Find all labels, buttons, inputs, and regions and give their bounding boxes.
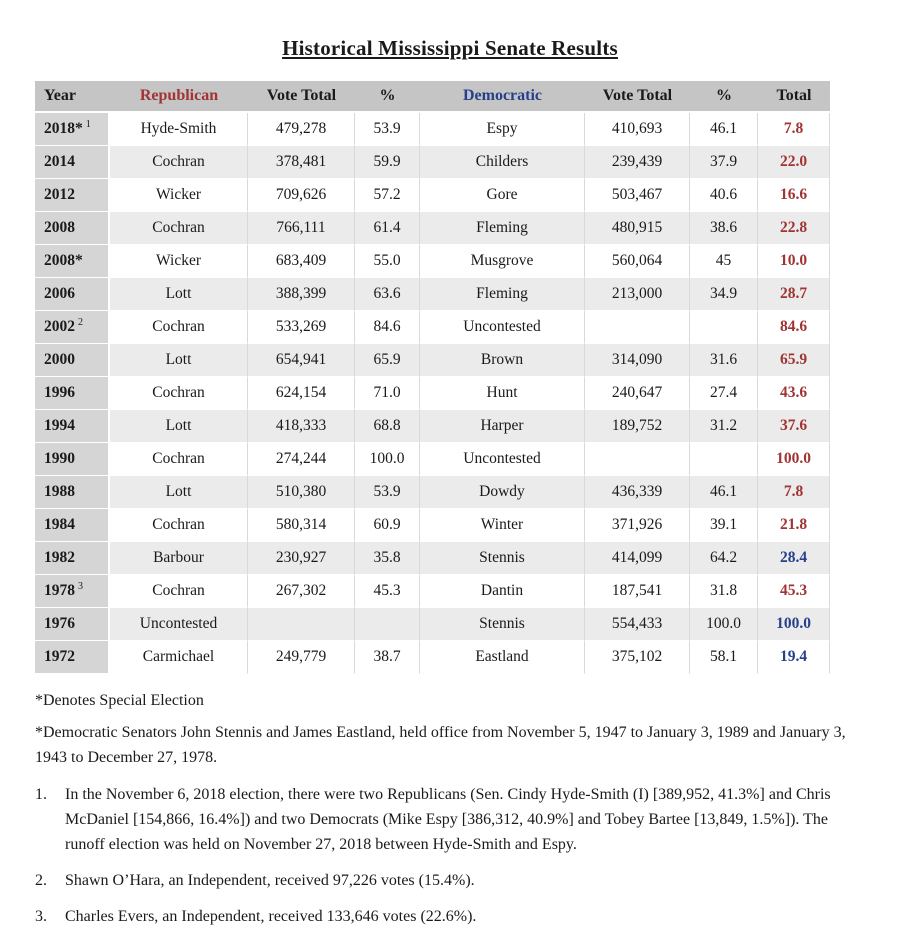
democratic-pct-cell: 45 xyxy=(690,245,758,278)
margin-total-cell: 28.7 xyxy=(758,278,830,311)
democratic-name-cell: Dantin xyxy=(420,575,585,608)
republican-pct-cell: 53.9 xyxy=(355,113,420,146)
year-cell xyxy=(35,245,110,278)
democratic-votes-cell xyxy=(585,443,690,476)
column-header-total: Total xyxy=(758,81,830,113)
democratic-pct-cell: 31.2 xyxy=(690,410,758,443)
democratic-pct-cell: 31.8 xyxy=(690,575,758,608)
margin-total-cell: 37.6 xyxy=(758,410,830,443)
footnote-number: 3. xyxy=(35,908,47,925)
republican-pct-cell xyxy=(355,608,420,641)
margin-total-cell: 7.8 xyxy=(758,113,830,146)
republican-votes-cell: 510,380 xyxy=(248,476,355,509)
republican-votes-cell: 683,409 xyxy=(248,245,355,278)
republican-name-cell: Cochran xyxy=(110,377,248,410)
democratic-pct-cell xyxy=(690,443,758,476)
democratic-votes-cell: 560,064 xyxy=(585,245,690,278)
margin-total-cell: 84.6 xyxy=(758,311,830,344)
democratic-pct-cell: 34.9 xyxy=(690,278,758,311)
footnote-list xyxy=(35,782,865,929)
democratic-name-cell: Childers xyxy=(420,146,585,179)
year-cell xyxy=(35,377,110,410)
republican-name-cell: Lott xyxy=(110,476,248,509)
table-row xyxy=(35,179,830,212)
year-label: 2014 xyxy=(44,153,75,170)
table-row xyxy=(35,377,830,410)
republican-votes-cell: 230,927 xyxy=(248,542,355,575)
republican-pct-cell: 38.7 xyxy=(355,641,420,674)
year-label: 1978 xyxy=(44,582,75,600)
democratic-name-cell: Uncontested xyxy=(420,443,585,476)
republican-pct-cell: 55.0 xyxy=(355,245,420,278)
year-cell xyxy=(35,641,110,674)
table-row xyxy=(35,608,830,641)
republican-pct-cell: 53.9 xyxy=(355,476,420,509)
republican-name-cell: Wicker xyxy=(110,179,248,212)
democratic-name-cell: Brown xyxy=(420,344,585,377)
democratic-votes-cell: 410,693 xyxy=(585,113,690,146)
republican-votes-cell: 274,244 xyxy=(248,443,355,476)
republican-votes-cell: 388,399 xyxy=(248,278,355,311)
margin-total-cell: 21.8 xyxy=(758,509,830,542)
republican-votes-cell: 766,111 xyxy=(248,212,355,245)
column-header-republican: Republican xyxy=(110,81,248,113)
year-cell xyxy=(35,476,110,509)
republican-name-cell: Uncontested xyxy=(110,608,248,641)
republican-votes-cell: 378,481 xyxy=(248,146,355,179)
margin-total-cell: 22.8 xyxy=(758,212,830,245)
year-label: 2008 xyxy=(44,219,75,236)
page-title: Historical Mississippi Senate Results xyxy=(282,36,618,60)
table-row xyxy=(35,311,830,344)
republican-pct-cell: 57.2 xyxy=(355,179,420,212)
democratic-pct-cell: 40.6 xyxy=(690,179,758,212)
column-header-rep-votes: Vote Total xyxy=(248,81,355,113)
republican-name-cell: Lott xyxy=(110,344,248,377)
year-label: 1972 xyxy=(44,648,75,665)
republican-votes-cell xyxy=(248,608,355,641)
year-cell xyxy=(35,212,110,245)
margin-total-cell: 43.6 xyxy=(758,377,830,410)
republican-pct-cell: 59.9 xyxy=(355,146,420,179)
democratic-votes-cell: 213,000 xyxy=(585,278,690,311)
republican-name-cell: Cochran xyxy=(110,311,248,344)
year-label: 1990 xyxy=(44,450,75,467)
democratic-name-cell: Harper xyxy=(420,410,585,443)
column-header-rep-pct: % xyxy=(355,81,420,113)
democratic-name-cell: Winter xyxy=(420,509,585,542)
table-row xyxy=(35,212,830,245)
margin-total-cell: 100.0 xyxy=(758,608,830,641)
republican-name-cell: Carmichael xyxy=(110,641,248,674)
table-header xyxy=(35,81,830,113)
democratic-name-cell: Espy xyxy=(420,113,585,146)
republican-pct-cell: 35.8 xyxy=(355,542,420,575)
footnote-text: Shawn O’Hara, an Independent, received 97,226 votes (15.4%). xyxy=(65,872,475,889)
margin-total-cell: 65.9 xyxy=(758,344,830,377)
year-cell xyxy=(35,575,110,608)
margin-total-cell: 100.0 xyxy=(758,443,830,476)
republican-name-cell: Cochran xyxy=(110,575,248,608)
republican-votes-cell: 249,779 xyxy=(248,641,355,674)
republican-votes-cell: 479,278 xyxy=(248,113,355,146)
democratic-votes-cell: 239,439 xyxy=(585,146,690,179)
democratic-votes-cell: 436,339 xyxy=(585,476,690,509)
democratic-name-cell: Fleming xyxy=(420,212,585,245)
democratic-pct-cell: 46.1 xyxy=(690,113,758,146)
footnote-text: In the November 6, 2018 election, there were two Republicans (Sen. Cindy Hyde-Smith (I) [389,952, 41.3%] and Chris McDaniel [154,866, 16.4%]) and two Democrats (Mike Espy [386,312, 40.9%] and Tobey Bartee [13,849, 1.5%]). The runoff election was held on November 27, 2018 between Hyde-Smith and Espy. xyxy=(65,786,831,853)
year-label: 2008* xyxy=(44,252,83,269)
table-row xyxy=(35,146,830,179)
margin-total-cell: 10.0 xyxy=(758,245,830,278)
year-cell xyxy=(35,179,110,212)
footnote-number: 2. xyxy=(35,872,47,889)
democratic-votes-cell: 480,915 xyxy=(585,212,690,245)
year-label: 1988 xyxy=(44,483,75,500)
democratic-votes-cell: 189,752 xyxy=(585,410,690,443)
republican-pct-cell: 84.6 xyxy=(355,311,420,344)
column-header-dem-votes: Vote Total xyxy=(585,81,690,113)
democratic-pct-cell: 100.0 xyxy=(690,608,758,641)
democratic-votes-cell: 375,102 xyxy=(585,641,690,674)
democratic-votes-cell: 414,099 xyxy=(585,542,690,575)
footnote-ref: 1 xyxy=(85,119,91,131)
democratic-pct-cell: 38.6 xyxy=(690,212,758,245)
democratic-pct-cell xyxy=(690,311,758,344)
year-cell xyxy=(35,443,110,476)
header-row xyxy=(35,81,830,113)
republican-pct-cell: 45.3 xyxy=(355,575,420,608)
year-label: 2006 xyxy=(44,285,75,302)
democratic-pct-cell: 46.1 xyxy=(690,476,758,509)
year-cell xyxy=(35,509,110,542)
democratic-pct-cell: 58.1 xyxy=(690,641,758,674)
republican-name-cell: Lott xyxy=(110,278,248,311)
footnote-item xyxy=(35,904,865,929)
senate-results-table xyxy=(35,81,830,674)
table-row xyxy=(35,641,830,674)
footnote-item xyxy=(35,782,865,857)
margin-total-cell: 28.4 xyxy=(758,542,830,575)
year-label: 1982 xyxy=(44,549,75,566)
footnote-special-election: *Denotes Special Election xyxy=(35,692,204,709)
republican-pct-cell: 65.9 xyxy=(355,344,420,377)
democratic-pct-cell: 37.9 xyxy=(690,146,758,179)
republican-name-cell: Lott xyxy=(110,410,248,443)
democratic-votes-cell: 240,647 xyxy=(585,377,690,410)
democratic-name-cell: Gore xyxy=(420,179,585,212)
year-cell xyxy=(35,608,110,641)
democratic-votes-cell xyxy=(585,311,690,344)
year-cell xyxy=(35,113,110,146)
republican-votes-cell: 533,269 xyxy=(248,311,355,344)
table-row xyxy=(35,443,830,476)
republican-votes-cell: 418,333 xyxy=(248,410,355,443)
year-label: 1976 xyxy=(44,615,75,632)
democratic-name-cell: Uncontested xyxy=(420,311,585,344)
democratic-name-cell: Fleming xyxy=(420,278,585,311)
column-header-year: Year xyxy=(35,81,110,113)
republican-name-cell: Cochran xyxy=(110,509,248,542)
year-label: 2000 xyxy=(44,351,75,368)
republican-pct-cell: 63.6 xyxy=(355,278,420,311)
democratic-pct-cell: 31.6 xyxy=(690,344,758,377)
republican-votes-cell: 580,314 xyxy=(248,509,355,542)
republican-name-cell: Barbour xyxy=(110,542,248,575)
democratic-votes-cell: 371,926 xyxy=(585,509,690,542)
republican-votes-cell: 654,941 xyxy=(248,344,355,377)
table-row xyxy=(35,410,830,443)
year-cell xyxy=(35,410,110,443)
table-row xyxy=(35,575,830,608)
table-row xyxy=(35,245,830,278)
table-row xyxy=(35,278,830,311)
democratic-pct-cell: 27.4 xyxy=(690,377,758,410)
margin-total-cell: 19.4 xyxy=(758,641,830,674)
republican-name-cell: Wicker xyxy=(110,245,248,278)
republican-pct-cell: 61.4 xyxy=(355,212,420,245)
republican-votes-cell: 709,626 xyxy=(248,179,355,212)
footnote-senators-tenure: *Democratic Senators John Stennis and James Eastland, held office from November 5, 1947 to January 3, 1989 and January 3, 1943 to December 27, 1978. xyxy=(35,724,846,766)
table-row xyxy=(35,344,830,377)
footnote-number: 1. xyxy=(35,786,47,803)
year-label: 1984 xyxy=(44,516,75,533)
table-body xyxy=(35,113,830,674)
year-label: 2018* xyxy=(44,120,83,138)
democratic-name-cell: Dowdy xyxy=(420,476,585,509)
margin-total-cell: 22.0 xyxy=(758,146,830,179)
column-header-democratic: Democratic xyxy=(420,81,585,113)
year-cell xyxy=(35,542,110,575)
democratic-votes-cell: 314,090 xyxy=(585,344,690,377)
table-row xyxy=(35,509,830,542)
year-cell xyxy=(35,344,110,377)
democratic-pct-cell: 39.1 xyxy=(690,509,758,542)
democratic-votes-cell: 554,433 xyxy=(585,608,690,641)
year-label: 1994 xyxy=(44,417,75,434)
margin-total-cell: 16.6 xyxy=(758,179,830,212)
republican-votes-cell: 624,154 xyxy=(248,377,355,410)
democratic-pct-cell: 64.2 xyxy=(690,542,758,575)
democratic-votes-cell: 187,541 xyxy=(585,575,690,608)
republican-name-cell: Hyde-Smith xyxy=(110,113,248,146)
republican-name-cell: Cochran xyxy=(110,443,248,476)
margin-total-cell: 45.3 xyxy=(758,575,830,608)
republican-name-cell: Cochran xyxy=(110,146,248,179)
democratic-name-cell: Stennis xyxy=(420,542,585,575)
year-cell xyxy=(35,146,110,179)
republican-pct-cell: 100.0 xyxy=(355,443,420,476)
year-cell xyxy=(35,311,110,344)
footnotes xyxy=(35,688,865,929)
table-row xyxy=(35,476,830,509)
democratic-name-cell: Eastland xyxy=(420,641,585,674)
footnote-item xyxy=(35,868,865,893)
table-row xyxy=(35,542,830,575)
republican-name-cell: Cochran xyxy=(110,212,248,245)
democratic-votes-cell: 503,467 xyxy=(585,179,690,212)
year-label: 2012 xyxy=(44,186,75,203)
footnote-ref: 2 xyxy=(78,317,83,329)
column-header-dem-pct: % xyxy=(690,81,758,113)
republican-pct-cell: 68.8 xyxy=(355,410,420,443)
democratic-name-cell: Stennis xyxy=(420,608,585,641)
year-label: 1996 xyxy=(44,384,75,401)
republican-pct-cell: 60.9 xyxy=(355,509,420,542)
democratic-name-cell: Hunt xyxy=(420,377,585,410)
republican-pct-cell: 71.0 xyxy=(355,377,420,410)
footnote-text: Charles Evers, an Independent, received 133,646 votes (22.6%). xyxy=(65,908,477,925)
democratic-name-cell: Musgrove xyxy=(420,245,585,278)
margin-total-cell: 7.8 xyxy=(758,476,830,509)
year-cell xyxy=(35,278,110,311)
republican-votes-cell: 267,302 xyxy=(248,575,355,608)
table-row xyxy=(35,113,830,146)
footnote-ref: 3 xyxy=(78,581,83,593)
year-label: 2002 xyxy=(44,318,75,336)
